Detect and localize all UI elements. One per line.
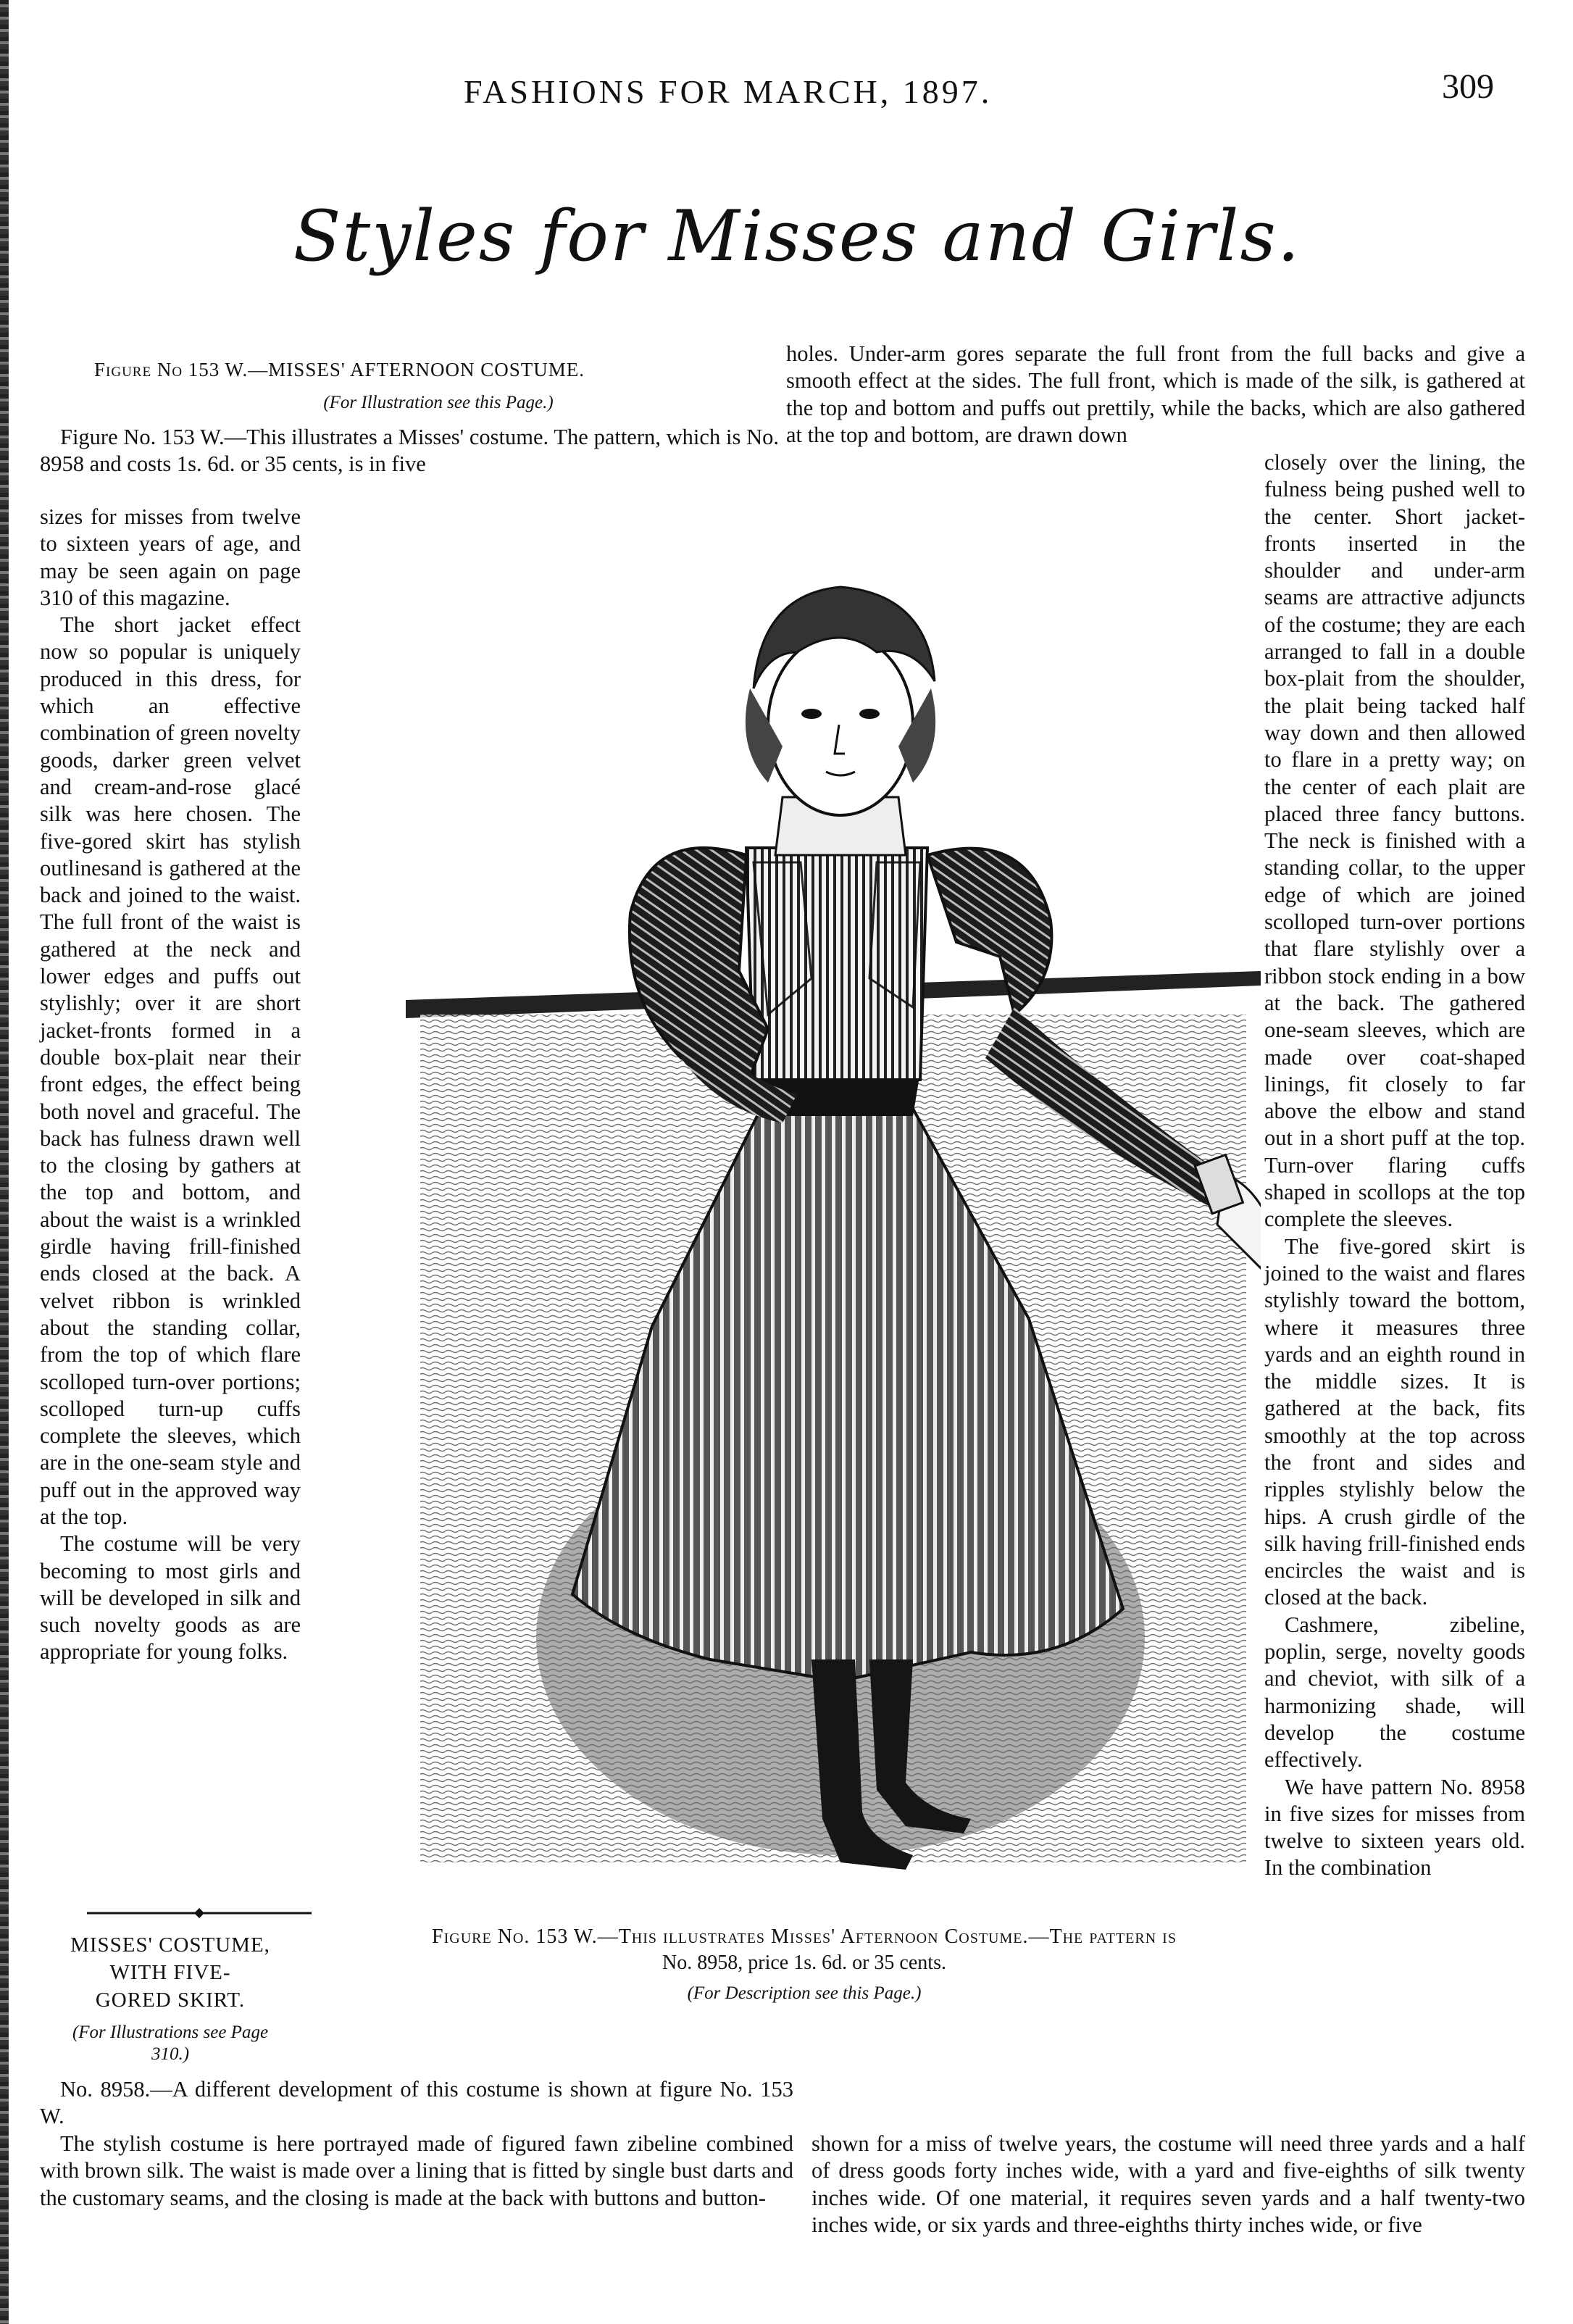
paragraph-jacket-fronts: closely over the lining, the fulness being pushed well to the center. Short jacket-fronts inserted in the shoulder and under-arm seams are attractive adjuncts of the costume; they are each arranged to fall in a double box-plait from the shoulder, the plait being tacked half way down and then allowed to flare in a pretty way; on the center of each plait are placed three fancy buttons. The neck is finished with a standing collar, to the upper edge of which are joined scolloped turn-over portions that flare stylishly over a ribbon stock ending in a bow at the back. The gathered one-seam sleeves, which are made over coat-shaped linings, fit closely to far above the elbow and stand out in a short puff at the top. Turn-over flaring cuffs shaped in scollops at the top complete the sleeves. — [1264, 450, 1525, 1232]
caption-line-1: Figure No. 153 W.—This illustrates Misses' Afternoon Costume.—The pattern is — [432, 1925, 1177, 1948]
page-number: 309 — [1442, 67, 1494, 106]
paragraph-becoming: The costume will be very becoming to most girls and will be developed in silk and such novelty goods as are appropriate for young folks. — [40, 1531, 301, 1665]
running-title: FASHIONS FOR MARCH, 1897. — [464, 73, 993, 110]
paragraph-intro-cont: sizes for misses from twelve to sixteen years of age, and may be seen again on page 310 of this magazine. — [40, 504, 301, 610]
page-binding-edge — [0, 0, 9, 2324]
caption-description-ref: (For Description see this Page.) — [687, 1983, 922, 2003]
fashion-illustration — [406, 507, 1261, 1906]
face — [768, 634, 913, 815]
section-heading-line: GORED SKIRT. — [95, 1988, 246, 2012]
eye-right — [859, 709, 880, 719]
paragraph-pattern-sizes: We have pattern No. 8958 in five sizes for misses from twelve to sixteen years old. In the combination — [1264, 1774, 1525, 1881]
illustration-caption — [348, 1924, 1261, 1976]
section-heading-figure-153w: Figure No 153 W.—MISSES' AFTERNOON COSTUME. — [94, 359, 585, 380]
paragraph-jacket-effect: The short jacket effect now so popular is uniquely produced in this dress, for which an effective combination of green novelty goods, darker green velvet and cream-and-rose glacé silk was here chosen. The five-gored skirt has stylish outlinesand is gathered at the back and joined to the waist. The full front of the waist is gathered at the neck and lower edges and puffs out stylishly; over it are short jacket-fronts formed in a double box-plait near their front edges, the effect being both novel and graceful. The back has fulness drawn well to the closing by gathers at the top and bottom, and about the waist is a wrinkled girdle having frill-finished ends closed at the back. A velvet ribbon is wrinkled about the standing collar, from the top of which flare scolloped turn-over portions; scolloped turn-up cuffs complete the sleeves, which are in the one-seam style and puff out in the approved way at the top. — [40, 612, 301, 1529]
paragraph-materials: Cashmere, zibeline, poplin, serge, novelty goods and cheviot, with silk of a harmonizing shade, will develop the costume effectively. — [1264, 1612, 1525, 1773]
page-title: Styles for Misses and Girls. — [293, 196, 1301, 277]
paragraph-skirt: The five-gored skirt is joined to the waist and flares stylishly toward the bottom, where it measures three yards and an eighth round in the middle sizes. It is gathered at the back, fits smoothly at the top across the front and sides and ripples stylishly below the hips. A crush girdle of the silk having frill-finished ends encircles the waist and is closed at the back. — [1264, 1233, 1526, 1610]
section-illustration-ref-310: (For Illustrations see Page 310.) — [72, 2023, 269, 2064]
eye-left — [801, 709, 822, 719]
caption-line-2: No. 8958, price 1s. 6d. or 35 cents. — [662, 1952, 946, 1974]
paragraph-8958-cont: The stylish costume is here portrayed made of figured fawn zibeline combined with brown silk. The waist is made over a lining that is fitted by single bust darts and the customary seams, and the closing is made at the back with buttons and button- — [40, 2131, 793, 2210]
paragraph-intro: Figure No. 153 W.—This illustrates a Misses' costume. The pattern, which is No. 8958 and costs 1s. 6d. or 35 cents, is in five — [40, 425, 779, 477]
paragraph-quantities: shown for a miss of twelve years, the costume will need three yards and a half of dress goods forty inches wide, with a yard and five-eighths of silk twenty inches wide. Of one material, it requires seven yards and a half twenty-two inches wide, or six yards and three-eighths thirty inches wide, or five — [811, 2131, 1525, 2237]
section-heading-line: MISSES' COSTUME, — [70, 1933, 270, 1957]
section-heading-line: WITH FIVE- — [109, 1961, 231, 1984]
left-narrow-column — [40, 504, 301, 1666]
section-illustration-ref: (For Illustration see this Page.) — [323, 393, 554, 412]
right-narrow-column — [1264, 449, 1525, 1882]
paragraph-8958-start: No. 8958.—A different development of this costume is shown at figure No. 153 W. — [40, 2077, 793, 2129]
paragraph-underarm-gores: holes. Under-arm gores separate the full front from the full backs and give a smooth effect at the sides. The full front, which is made of the silk, is gathered at the top and bottom and puffs out prettily, while the backs, which are also gathered at the top and bottom, are drawn down — [786, 341, 1525, 447]
section-divider — [87, 1906, 312, 1920]
section-heading-five-gored — [51, 1931, 290, 2014]
